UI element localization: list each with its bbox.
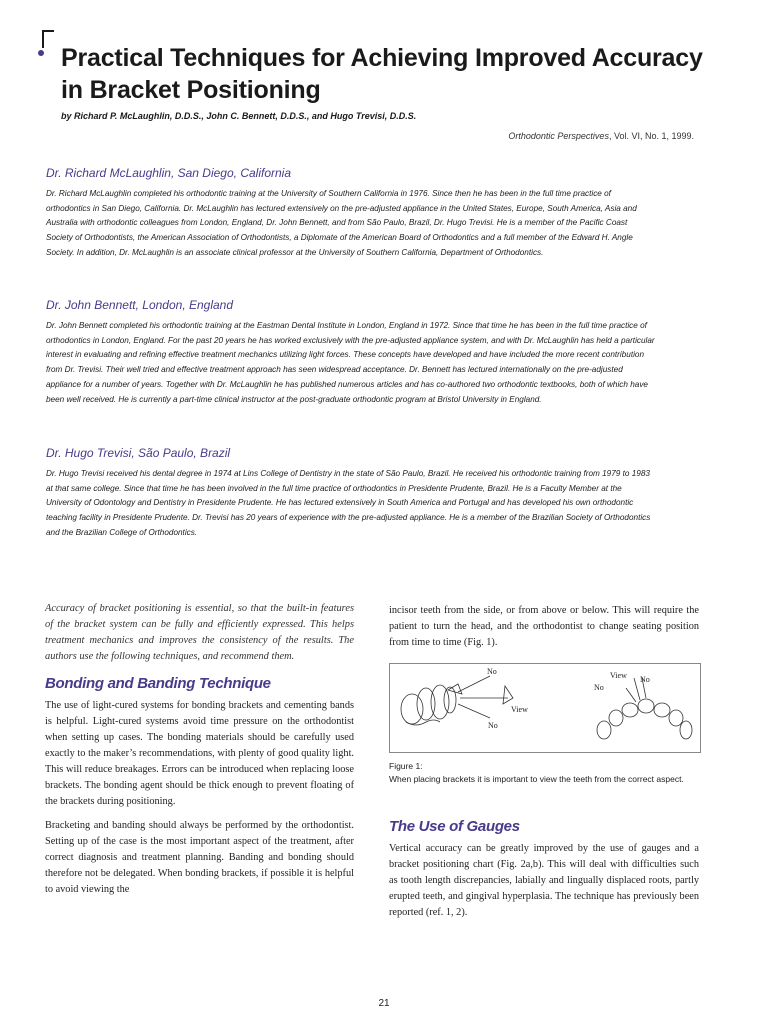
citation <box>508 131 694 141</box>
corner-mark <box>42 30 44 48</box>
title-bullet <box>38 50 44 56</box>
bio-bennett <box>46 298 656 407</box>
figure-label-no-top: No <box>487 667 497 676</box>
article-title: Practical Techniques for Achieving Improved Accuracy in Bracket Positioning <box>61 44 703 104</box>
figure-label-view-right: View <box>610 671 627 680</box>
side-view-teeth-drawing <box>401 676 513 725</box>
body-paragraph: Bracketing and banding should always be performed by the orthodontist. Setting up of the case is the most important aspect of the treatment, after correct diagnosis and treatment planning. Banding and bonding should therefore not be delegated. When bonding brackets, if possible it is helpful to avoid viewing the <box>45 820 354 895</box>
figure-caption: When placing brackets it is important to view the teeth from the correct aspect. <box>389 774 684 784</box>
bio-trevisi <box>46 446 656 541</box>
citation-journal: Orthodontic Perspectives <box>508 131 609 141</box>
figure-label-no-right-a: No <box>640 675 650 684</box>
bio-text: Dr. John Bennett completed his orthodontic training at the Eastman Dental Institute in London, England in 1972. Since that time he has been in the full time practice of orthodontics in London, England. For the past 20 years he has worked exclusively with the pre-adjusted appliance system, and with Dr. McLaughlin has held a particular interest in evaluating and refining effective treatment mechanics utilizing light forces. These concepts have developed and have included the more recent contribution from Dr. Trevisi. Their well tried and effective treatment approach has seen widespread acceptance. Dr. Bennett has lectured internationally on the pre-adjusted appliance for a number of years. Together with Dr. McLaughlin he has published numerous articles and has co-authored two orthodontic textbooks, both of which have been well received. He is currently a part-time clinical instructor at the post-graduate orthodontic program at Bristol University in England. <box>46 321 655 404</box>
right-column <box>389 603 699 929</box>
bio-heading: Dr. John Bennett, London, England <box>46 298 234 312</box>
section-heading-bonding: Bonding and Banding Technique <box>45 675 271 692</box>
corner-mark-horizontal <box>42 30 54 32</box>
byline: by Richard P. McLaughlin, D.D.S., John C. Bennett, D.D.S., and Hugo Trevisi, D.D.S. <box>61 111 417 121</box>
figure-label-no-right-b: No <box>594 683 604 692</box>
body-paragraph: Vertical accuracy can be greatly improved by the use of gauges and a bracket positioning chart (Fig. 2a,b). This will deal with difficulties such as tooth length discrepancies, labially and lingually displaced roots, partly erupted teeth, and gingival hyperplasia. The technique has previously been reported (ref. 1, 2). <box>389 843 699 918</box>
bio-text: Dr. Hugo Trevisi received his dental degree in 1974 at Lins College of Dentistry in the state of São Paulo, Brazil. He received his orthodontic training from 1979 to 1983 at that same college. Since that time he has been involved in the full time practice of orthodontics in Presidente Prudente, Brazil. He is a Faculty Member at the University of Odontology and Dentistry in Presidente Prudente. He has lectured extensively in South America and Portugal and has developed his own orthodontic teaching facility in Presidente Prudente. Dr. Trevisi has 20 years of experience with the pre-adjusted appliance. He is a member of the Brazilian Society of Orthodontics and the Brazilian College of Orthodontics. <box>46 469 651 537</box>
body-paragraph: incisor teeth from the side, or from above or below. This will require the patient to turn the head, and the orthodontist to change seating position from time to time (Fig. 1). <box>389 605 699 648</box>
figure-label-view-left: View <box>511 705 528 714</box>
citation-details: , Vol. VI, No. 1, 1999. <box>608 131 694 141</box>
intro-paragraph: Accuracy of bracket positioning is essential, so that the built-in features of the bracket system can be fully and efficiently expressed. This helps treatment mechanics and improves the consistency of the results. The authors use the following techniques, and recommend them. <box>45 603 354 662</box>
bio-heading: Dr. Richard McLaughlin, San Diego, California <box>46 166 292 180</box>
left-column <box>45 601 354 906</box>
figure-1 <box>389 663 701 753</box>
bio-text: Dr. Richard McLaughlin completed his orthodontic training at the University of Southern California in 1976. Since then he has been in the full time practice of orthodontics in San Diego, California. Dr. McLaughlin has lectured extensively on the pre-adjusted appliance in the United States, Europe, South America, Asia and Australia with orthodontic colleagues from London, England, Dr. John Bennett, and from São Paulo, Brazil, Dr. Hugo Trevisi. He is a member of the Pacific Coast Society of Orthodontists, the American Association of Orthodontists, a Diplomate of the American Board of Orthodontics and a full member of the Edward H. Angle Society. In addition, Dr. McLaughlin is an associate clinical professor at the University of Southern California, Department of Orthodontics. <box>46 189 637 257</box>
figure-label-no-bottom: No <box>488 721 498 730</box>
arch-view-teeth-drawing <box>597 678 692 739</box>
figure-caption-label: Figure 1: <box>389 761 423 771</box>
bio-heading: Dr. Hugo Trevisi, São Paulo, Brazil <box>46 446 231 460</box>
section-heading-gauges: The Use of Gauges <box>389 818 520 835</box>
bio-mclaughlin <box>46 166 656 261</box>
body-paragraph: The use of light-cured systems for bonding brackets and cementing bands is helpful. Light-cured systems avoid time pressure on the orthodontist when setting up cases. The bonding materials should be carefully used exactly to the maker’s recommendations, with plenty of good quality light. This will reduce breakages. Errors can be introduced when replacing loose brackets. The bonding agent should be thick enough to prevent floating of the brackets during positioning. <box>45 700 354 807</box>
page-number: 21 <box>378 998 390 1009</box>
figure-1-illustration <box>390 664 700 752</box>
